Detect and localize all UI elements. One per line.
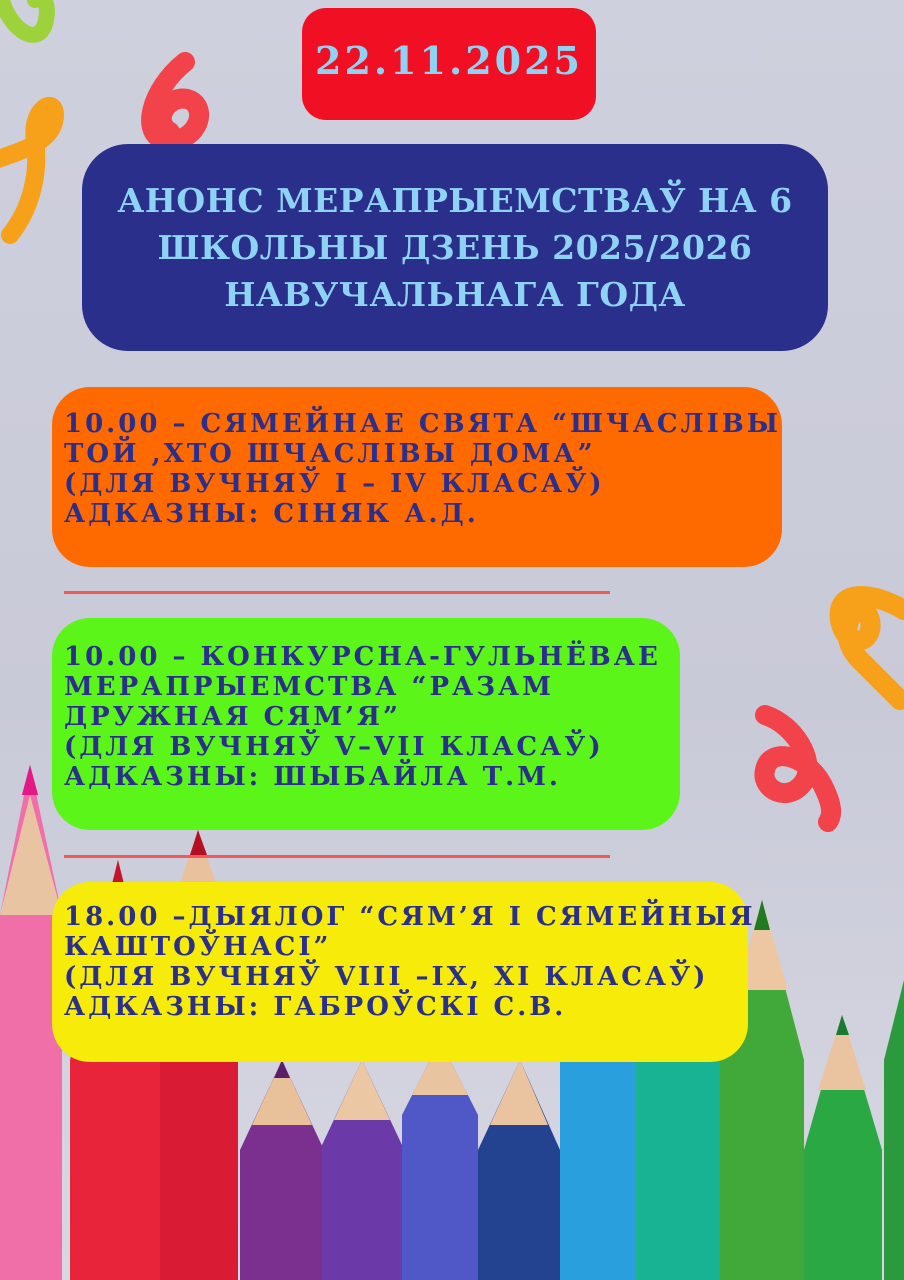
- event-card-game-contest: [52, 618, 680, 830]
- orange-squiggle-right-icon: [840, 596, 904, 700]
- event-line: ДРУЖНАЯ СЯМ’Я”: [64, 702, 401, 732]
- event-line: КАШТОЎНАСІ”: [64, 932, 332, 962]
- event-line: (ДЛЯ ВУЧНЯЎ VIII –IX, XI КЛАСАЎ): [64, 962, 709, 992]
- event-line: 18.00 –ДЫЯЛОГ “СЯМ’Я І СЯМЕЙНЫЯ: [64, 902, 756, 932]
- event-line: (ДЛЯ ВУЧНЯЎ І – ІV КЛАСАЎ): [64, 469, 605, 499]
- red-squiggle-right-icon: [764, 715, 831, 822]
- green-squiggle-icon: [2, 0, 47, 35]
- announcement-title-box: [82, 144, 828, 351]
- event-line: АДКАЗНЫ: ШЫБАЙЛА Т.М.: [64, 762, 561, 792]
- orange-squiggle-left-icon: [0, 106, 55, 235]
- event-line: ТОЙ ,ХТО ШЧАСЛІВЫ ДОМА”: [64, 439, 596, 469]
- announcement-title: [103, 177, 806, 318]
- title-line: ШКОЛЬНЫ ДЗЕНЬ 2025/2026: [157, 228, 753, 267]
- event-card-dialogue: [52, 882, 756, 1062]
- event-line: (ДЛЯ ВУЧНЯЎ V–VII КЛАСАЎ): [64, 732, 604, 762]
- title-line: НАВУЧАЛЬНАГА ГОДА: [224, 275, 686, 314]
- event-line: 10.00 – СЯМЕЙНАЕ СВЯТА “ШЧАСЛІВЫ: [64, 409, 781, 439]
- event-line: АДКАЗНЫ: ГАБРОЎСКІ С.В.: [64, 992, 567, 1022]
- date-text: 22.11.2025: [315, 37, 583, 83]
- divider-line: [64, 855, 610, 858]
- title-line: АНОНС МЕРАПРЫЕМСТВАЎ НА 6: [117, 181, 793, 220]
- event-line: АДКАЗНЫ: СІНЯК А.Д.: [64, 499, 479, 529]
- event-card-family-holiday: [52, 387, 782, 567]
- date-badge: [302, 8, 596, 120]
- red-squiggle-icon: [151, 62, 199, 140]
- event-text: [64, 642, 666, 792]
- event-line: МЕРАПРЫЕМСТВА “РАЗАМ: [64, 672, 554, 702]
- event-text: [64, 902, 756, 1022]
- event-text: [64, 409, 781, 529]
- event-line: 10.00 – КОНКУРСНА-ГУЛЬНЁВАЕ: [64, 642, 661, 672]
- divider-line: [64, 591, 610, 594]
